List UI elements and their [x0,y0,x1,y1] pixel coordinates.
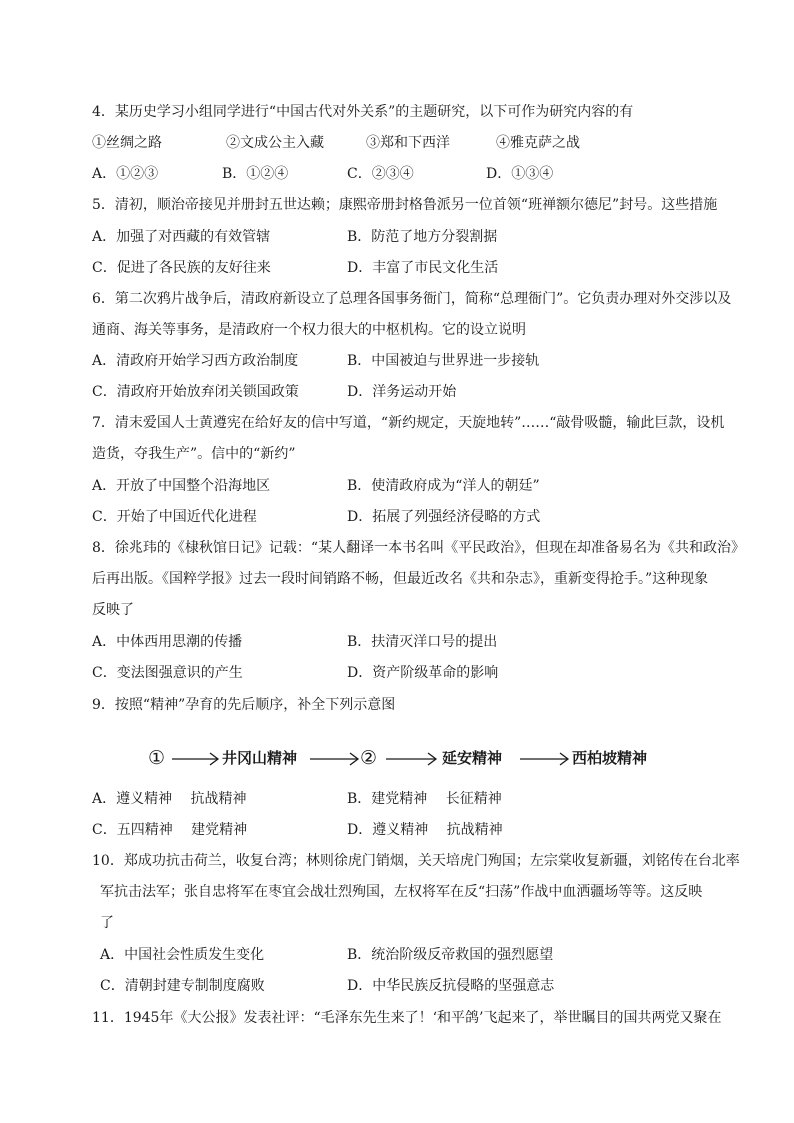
q4-item-2: ②文成公主入藏 [226,135,324,151]
q11-stem: 11．1945年《大公报》发表社评：“毛泽东先生来了！‘和平鸽’飞起来了，举世瞩目的国共两党又聚在 [92,1010,722,1026]
q7-option-b[interactable]: B．使清政府成为“洋人的朝廷” [347,478,540,494]
q10-stem-line-1: 10．郑成功抗击荷兰，收复台湾；林则徐虎门销烟，关天培虎门殉国；左宗棠收复新疆，刘铭传在台北率 [92,853,740,869]
q7-option-c[interactable]: C．开始了中国近代化进程 [92,509,257,525]
q5-option-c[interactable]: C．促进了各民族的友好往来 [92,260,271,276]
q5-option-b[interactable]: B．防范了地方分裂割据 [347,229,498,245]
q10-stem-line-2: 军抗击法军；张自忠将军在枣宜会战壮烈殉国，左权将军在反“扫荡”作战中血洒疆场等等。这反映 [100,884,703,900]
q6-option-d[interactable]: D．洋务运动开始 [347,384,457,400]
diagram-slot-1: ① [148,747,166,769]
q6-stem-line-2: 通商、海关等事务，是清政府一个权力很大的中枢机构。它的设立说明 [92,322,526,338]
q8-stem-line-3: 反映了 [92,602,134,618]
spirit-sequence-diagram [148,744,668,778]
q10-option-d[interactable]: D．中华民族反抗侵略的坚强意志 [347,978,555,994]
q5-stem: 5．清初，顺治帝接见并册封五世达赖；康熙帝册封格鲁派另一位首领“班禅额尔德尼”封号。这些措施 [92,197,718,213]
q7-stem-line-2: 造货，夺我生产”。信中的“新约” [92,446,296,462]
q9-option-c[interactable]: C．五四精神 建党精神 [92,822,248,838]
q6-option-b[interactable]: B．中国被迫与世界进一步接轨 [347,353,540,369]
q7-option-d[interactable]: D．拓展了列强经济侵略的方式 [347,509,541,525]
arrow-icon [386,752,438,766]
q5-option-a[interactable]: A．加强了对西藏的有效管辖 [92,229,271,245]
q9-stem: 9．按照“精神”孕育的先后顺序，补全下列示意图 [92,697,396,713]
diagram-node-yanan: 延安精神 [442,749,503,767]
q4-item-3: ③郑和下西洋 [366,135,450,151]
q8-option-a[interactable]: A．中体西用思潮的传播 [92,634,243,650]
q4-option-c[interactable]: C．②③④ [347,166,414,182]
q10-option-c[interactable]: C．清朝封建专制制度腐败 [100,978,265,994]
q6-option-c[interactable]: C．清政府开始放弃闭关锁国政策 [92,384,299,400]
diagram-slot-2: ② [360,747,378,769]
diagram-node-xibaipo: 西柏坡精神 [572,749,648,767]
q7-stem-line-1: 7．清末爱国人士黄遵宪在给好友的信中写道，“新约规定，天旋地转”……“敲骨吸髓，输此巨款，设机 [92,415,725,431]
diagram-node-jinggangshan: 井冈山精神 [222,749,298,767]
arrow-icon [310,752,360,766]
q9-option-d[interactable]: D．遵义精神 抗战精神 [347,822,503,838]
q4-option-a[interactable]: A．①②③ [92,166,159,182]
q4-option-b[interactable]: B．①②④ [222,166,289,182]
q8-option-b[interactable]: B．扶清灭洋口号的提出 [347,634,498,650]
q4-stem: 4．某历史学习小组同学进行“中国古代对外关系”的主题研究，以下可作为研究内容的有 [92,104,634,120]
q4-item-1: ①丝绸之路 [92,135,162,151]
q8-stem-line-1: 8．徐兆玮的《棣秋馆日记》记载：“某人翻译一本书名叫《平民政治》，但现在却准备易名为《共和政治》 [92,540,746,556]
q10-option-b[interactable]: B．统治阶级反帝救国的强烈愿望 [347,947,554,963]
q9-option-b[interactable]: B．建党精神 长征精神 [347,791,502,807]
arrow-icon [172,752,220,766]
q4-item-4: ④雅克萨之战 [496,135,580,151]
q8-option-c[interactable]: C．变法图强意识的产生 [92,665,243,681]
q8-option-d[interactable]: D．资产阶级革命的影响 [347,665,499,681]
q6-stem-line-1: 6．第二次鸦片战争后，清政府新设立了总理各国事务衙门，简称“总理衙门”。它负责办理对外交涉以及 [92,291,732,307]
q10-option-a[interactable]: A．中国社会性质发生变化 [100,947,265,963]
q10-stem-line-3: 了 [100,915,114,931]
arrow-icon [520,752,570,766]
q7-option-a[interactable]: A．开放了中国整个沿海地区 [92,478,271,494]
q5-option-d[interactable]: D．丰富了市民文化生活 [347,260,499,276]
q6-option-a[interactable]: A．清政府开始学习西方政治制度 [92,353,299,369]
q9-option-a[interactable]: A．遵义精神 抗战精神 [92,791,247,807]
q8-stem-line-2: 后再出版。《国粹学报》过去一段时间销路不畅，但最近改名《共和杂志》，重新变得抢手。”这种现象 [92,571,709,587]
q4-option-d[interactable]: D．①③④ [486,166,554,182]
